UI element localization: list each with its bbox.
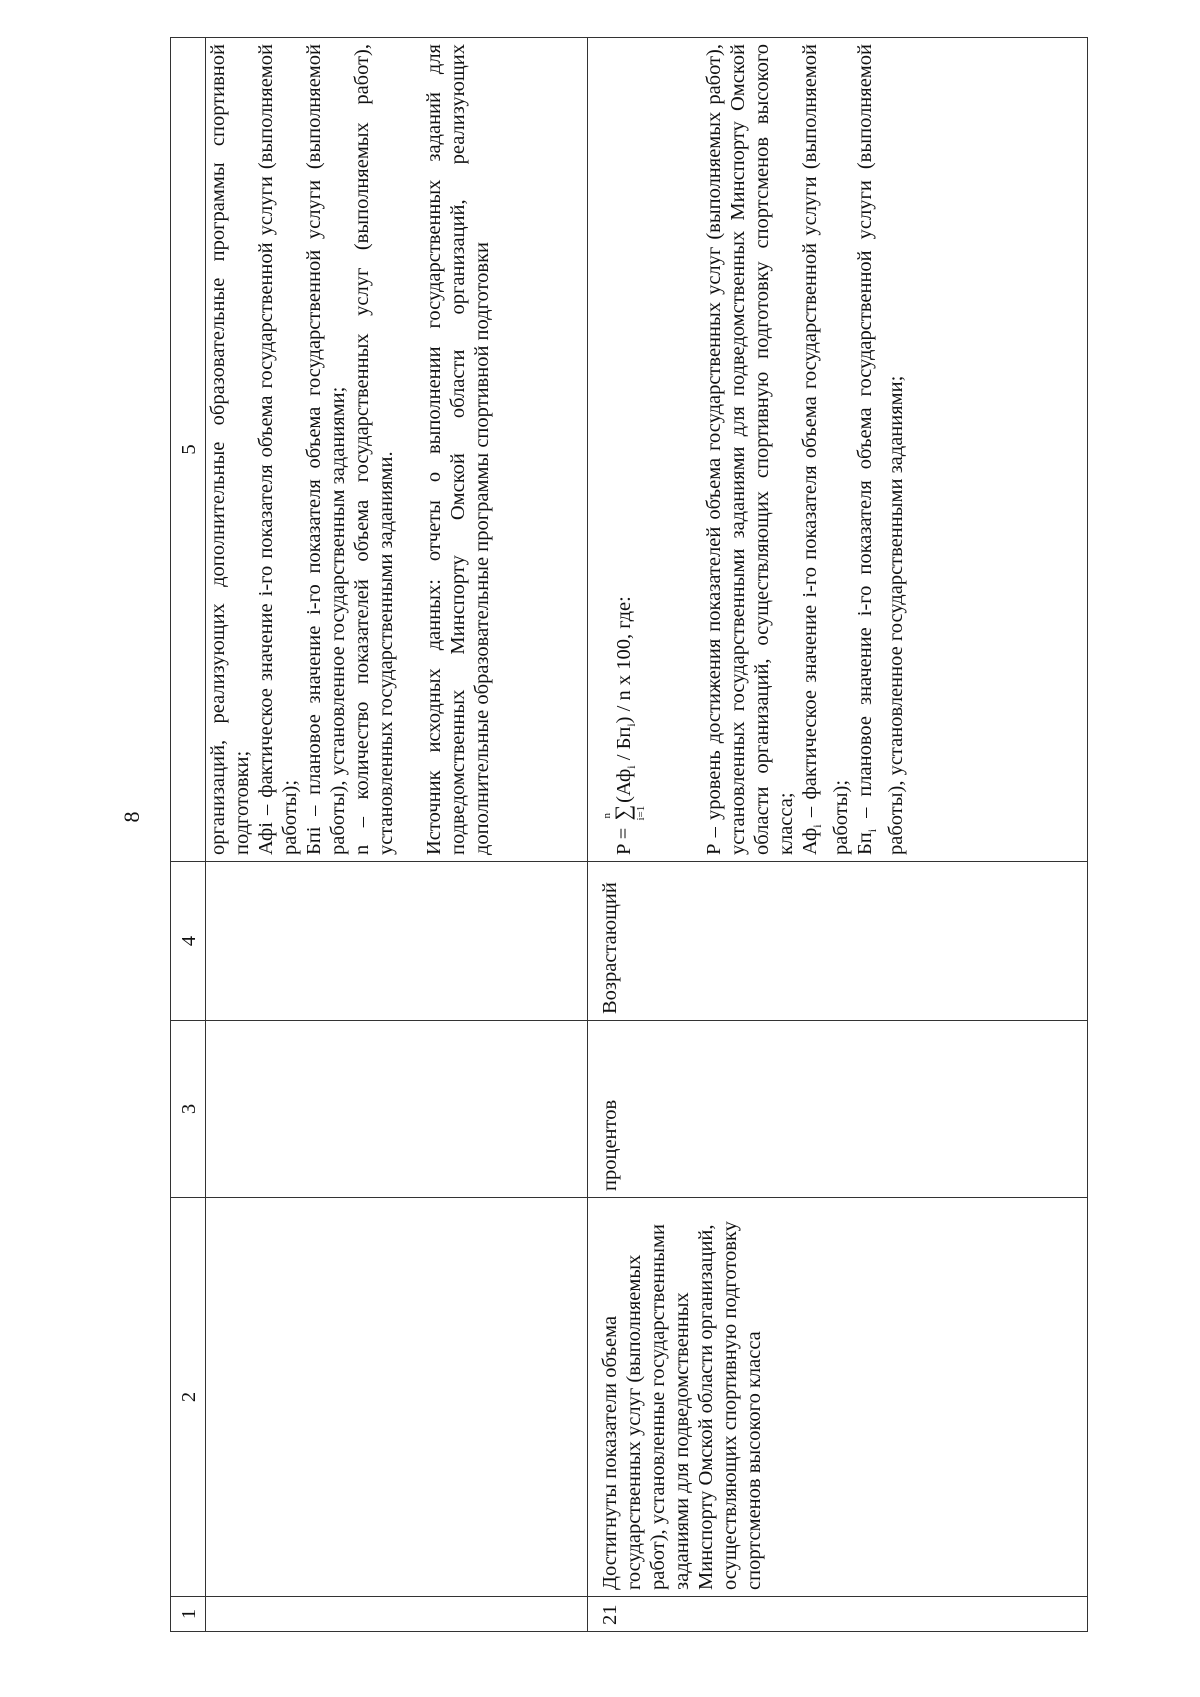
cell-trend: Возрастающий xyxy=(588,862,1088,1021)
table-sheet xyxy=(170,44,1088,1632)
indicators-table xyxy=(170,37,1088,1632)
definition-p: P – уровень достижения показателей объема государственных услуг (выполняемых работ), установленных государственными заданиями для подведомственных Минспорту Омской области организаций, осуществляющих спортивную подготовку спортсменов высокого класса; xyxy=(703,44,798,855)
cell-unit-empty xyxy=(206,1021,588,1198)
formula: P = n ∑ i=1 $(Аф_i / Бп_i)$ / n x 100, где: xyxy=(601,596,647,855)
table-row-21 xyxy=(588,38,1088,1632)
sum-sign: n ∑ i=1 xyxy=(601,804,647,821)
cell-num: 21 xyxy=(588,1597,1088,1632)
rotated-table-wrapper xyxy=(170,44,1088,1632)
method-line-b: Бпi – плановое значение i-го показателя объема государственной услуги (выполняемой работы), установленное государственным заданиями; xyxy=(303,44,349,855)
cell-unit: процентов xyxy=(588,1021,1088,1198)
method-line-org: организаций, реализующих дополнительные образовательные программы спортивной подготовки; xyxy=(207,44,253,855)
header-col-5: 5 xyxy=(171,38,206,862)
cell-num-empty xyxy=(206,1597,588,1632)
header-row xyxy=(171,38,206,1632)
header-col-4: 4 xyxy=(171,862,206,1021)
definition-a: $Аф_i$ – фактическое значение i-го показателя объема государственной услуги (выполняемой работы); xyxy=(799,44,853,855)
method-line-n: n – количество показателей объема государственных услуг (выполняемых работ), установленных государственными заданиями. xyxy=(351,44,397,855)
cell-name: Достигнуты показатели объема государственных услуг (выполняемых работ), установленные государственными заданиями для подведомственных Минспорту Омской области организаций, осуществляющих спортивную подготовку спортсменов высокого класса xyxy=(588,1198,1088,1597)
table-row-continuation xyxy=(206,38,588,1632)
page-number: 8 xyxy=(119,811,144,823)
cell-method-continuation xyxy=(206,38,588,862)
method-source: Источник исходных данных: отчеты о выполнении государственных заданий для подведомственных Минспорту Омской области организаций, реализующих дополнительные образовательные программы спортивной подготовки xyxy=(423,44,493,855)
cell-name-empty xyxy=(206,1198,588,1597)
header-col-1: 1 xyxy=(171,1597,206,1632)
method-line-a: Афi – фактическое значение i-го показателя объема государственной услуги (выполняемой работы); xyxy=(255,44,301,855)
header-col-2: 2 xyxy=(171,1198,206,1597)
header-col-3: 3 xyxy=(171,1021,206,1198)
cell-method xyxy=(588,38,1088,862)
cell-trend-empty xyxy=(206,862,588,1021)
definition-b: $Бп_i$ – плановое значение i-го показателя объема государственной услуги (выполняемой работы), установленное государственными заданиями; xyxy=(854,44,908,855)
